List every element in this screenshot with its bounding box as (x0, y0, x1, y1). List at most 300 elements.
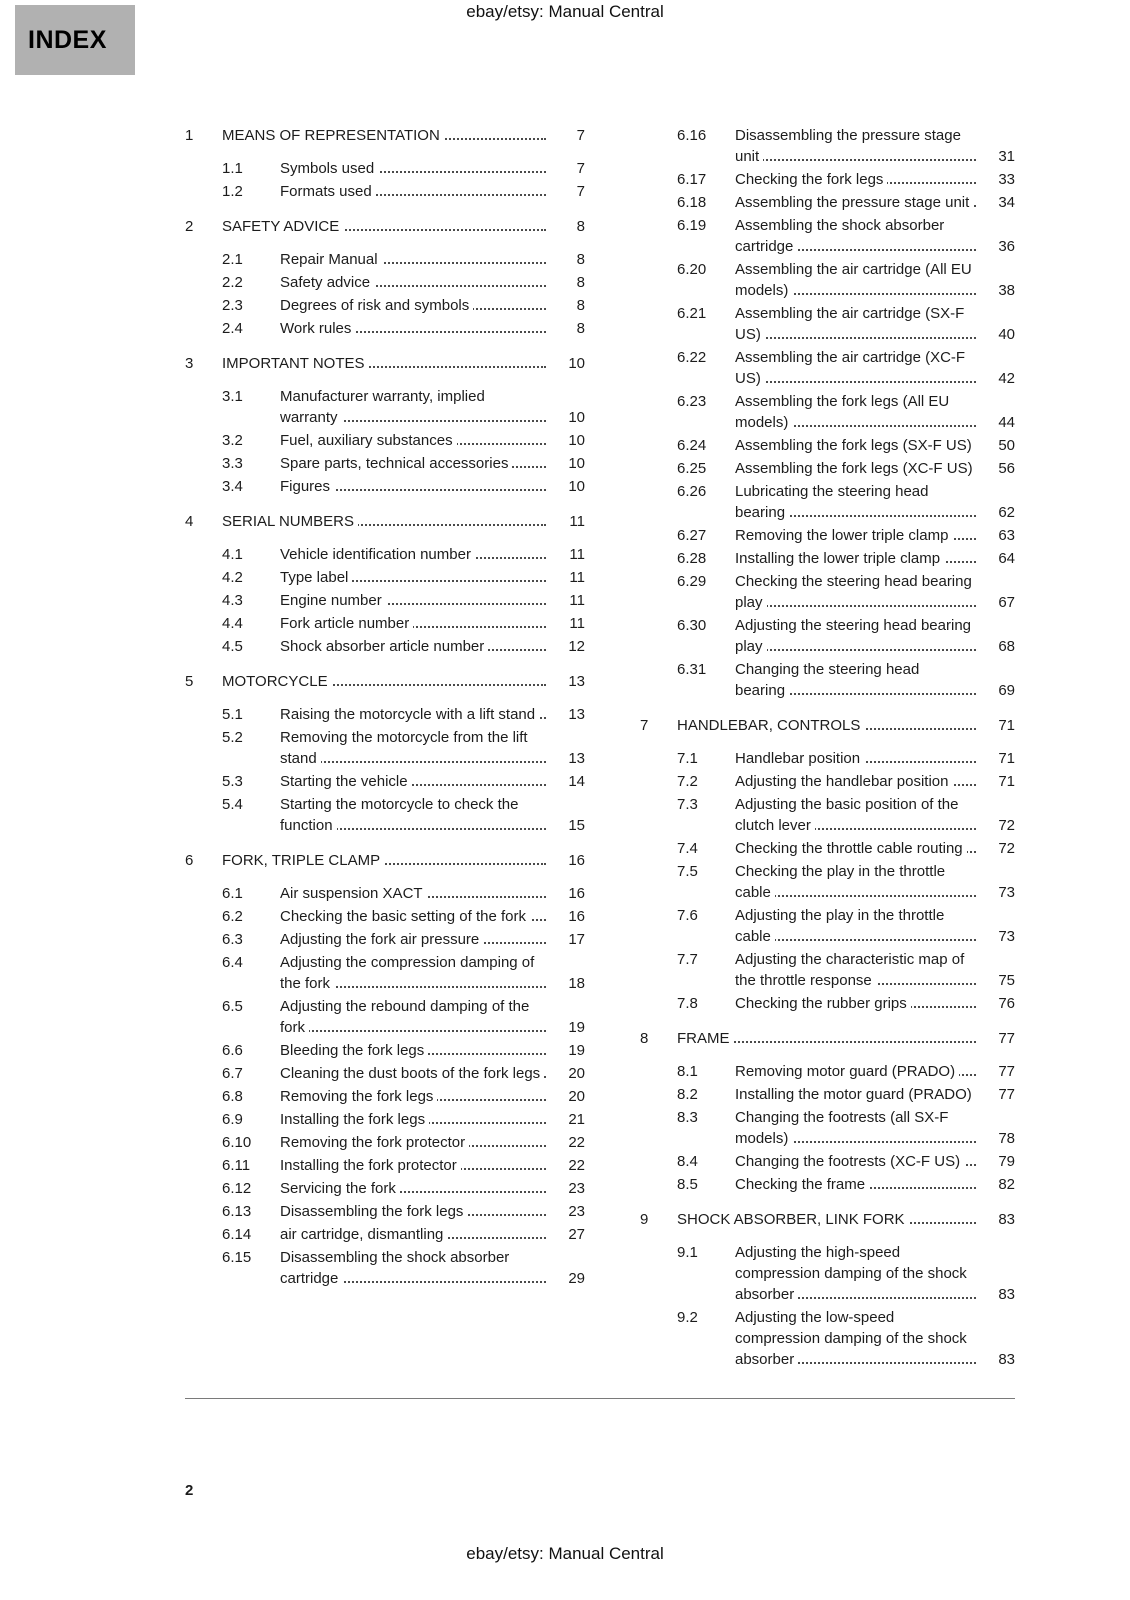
toc-entry (185, 476, 585, 497)
toc-entry-title (735, 861, 977, 903)
toc-entry-page: 8 (576, 320, 585, 337)
toc-entry-title (735, 435, 977, 456)
toc-entry-page: 18 (568, 975, 585, 992)
toc-entry-title (280, 704, 547, 725)
toc-entry-number: 6.29 (677, 573, 707, 590)
toc-entry-page: 12 (568, 638, 585, 655)
toc-entry-title (677, 1028, 977, 1049)
leader-dots (735, 381, 976, 383)
toc-entry-title-text: Degrees of risk and symbols (280, 297, 473, 314)
toc-entry-page: 23 (568, 1180, 585, 1197)
toc-entry-title-text: Starting the vehicle (280, 773, 412, 790)
toc-entry-title (735, 993, 977, 1014)
toc-entry-page: 83 (998, 1211, 1015, 1228)
toc-entry-title-text: Adjusting the rebound damping of the fork (280, 998, 530, 1036)
toc-entry (640, 303, 1015, 345)
toc-entry-page: 8 (576, 297, 585, 314)
toc-entry-title (222, 850, 547, 871)
toc-entry-page: 82 (998, 1176, 1015, 1193)
toc-entry-page: 67 (998, 594, 1015, 611)
toc-entry-page: 50 (998, 437, 1015, 454)
toc-entry-page: 83 (998, 1286, 1015, 1303)
toc-entry (185, 952, 585, 994)
toc-entry-number: 4.1 (222, 546, 243, 563)
toc-entry-number: 6.11 (222, 1157, 251, 1174)
toc-entry (640, 1151, 1015, 1172)
toc-entry-title-text: Removing the motorcycle from the lift stand (280, 729, 528, 767)
toc-entry-page: 8 (576, 218, 585, 235)
toc-entry-page: 14 (568, 773, 585, 790)
toc-entry-title (280, 1086, 547, 1107)
toc-entry (640, 481, 1015, 523)
toc-entry (185, 249, 585, 270)
toc-entry-number: 7 (640, 717, 649, 734)
toc-entry-page: 11 (569, 546, 585, 563)
toc-entry (640, 615, 1015, 657)
toc-entry-number: 6.4 (222, 954, 243, 971)
toc-entry-title-text: Installing the fork protector (280, 1157, 461, 1174)
toc-entry (185, 906, 585, 927)
toc-entry-title-text: Changing the footrests (all SX-F models) (735, 1109, 949, 1147)
toc-entry-number: 6.28 (677, 550, 707, 567)
toc-entry (640, 1174, 1015, 1195)
toc-entry-page: 21 (568, 1111, 585, 1128)
toc-entry-number: 6 (185, 852, 194, 869)
toc-entry-title (735, 838, 977, 859)
toc-entry-number: 9.2 (677, 1309, 698, 1326)
toc-entry-title (280, 1109, 547, 1130)
toc-entry-number: 2.1 (222, 251, 243, 268)
toc-entry-number: 6.20 (677, 261, 707, 278)
toc-entry-title-text: Handlebar position (735, 750, 864, 767)
toc-entry-page: 71 (998, 750, 1015, 767)
toc-entry-page: 11 (569, 592, 585, 609)
toc-entry (640, 347, 1015, 389)
toc-entry (185, 567, 585, 588)
toc-entry-title (280, 453, 547, 474)
toc-entry (185, 929, 585, 950)
toc-entry-number: 2.4 (222, 320, 243, 337)
toc-entry-number: 8.4 (677, 1153, 698, 1170)
toc-entry-title (280, 386, 547, 428)
toc-entry (640, 548, 1015, 569)
toc-entry (640, 949, 1015, 991)
toc-entry-number: 2 (185, 218, 194, 235)
toc-entry-title-text: Assembling the shock absorber cartridge (735, 217, 945, 255)
toc-entry-number: 6.30 (677, 617, 707, 634)
toc-entry-title-text: Adjusting the fork air pressure (280, 931, 483, 948)
toc-entry-title (735, 458, 977, 479)
toc-entry-page: 20 (568, 1088, 585, 1105)
toc-entry-page: 7 (576, 127, 585, 144)
toc-column-left (185, 125, 585, 1372)
toc-entry-page: 71 (998, 717, 1015, 734)
toc-entry-title-text: Installing the lower triple clamp (735, 550, 944, 567)
toc-entry-title-text: SHOCK ABSORBER, LINK FORK (677, 1211, 909, 1228)
toc-entry-number: 7.1 (677, 750, 698, 767)
toc-entry (185, 181, 585, 202)
toc-entry-page: 23 (568, 1203, 585, 1220)
toc-entry-number: 7.2 (677, 773, 698, 790)
toc-entry-page: 16 (568, 852, 585, 869)
toc-entry-title-text: Changing the footrests (XC-F US) (735, 1153, 964, 1170)
toc-entry-title-text: Formats used (280, 183, 376, 200)
toc-entry-title-text: Type label (280, 569, 352, 586)
toc-entry-title-text: Adjusting the low-speed compression damping of the shock absorber (735, 1309, 967, 1368)
toc-entry-title (280, 1224, 547, 1245)
toc-entry-title (677, 1209, 977, 1230)
toc-entry-title-text: Adjusting the steering head bearing play (735, 617, 972, 655)
toc-entry-title (280, 727, 547, 769)
toc-entry (185, 613, 585, 634)
toc-entry (185, 318, 585, 339)
toc-entry (640, 1028, 1015, 1049)
toc-entry (640, 715, 1015, 736)
toc-entry-number: 7.4 (677, 840, 698, 857)
toc-entry-page: 10 (568, 432, 585, 449)
toc-entry-title (280, 181, 547, 202)
toc-entry-number: 5.4 (222, 796, 243, 813)
toc-entry (185, 636, 585, 657)
toc-entry (185, 353, 585, 374)
toc-entry-number: 7.8 (677, 995, 698, 1012)
toc-entry-page: 83 (998, 1351, 1015, 1368)
toc-entry-title-text: Adjusting the basic position of the clutch lever (735, 796, 959, 834)
toc-entry-title-text: Disassembling the pressure stage unit (735, 127, 961, 165)
toc-entry-number: 2.2 (222, 274, 243, 291)
toc-entry-page: 31 (998, 148, 1015, 165)
toc-entry-title (280, 1155, 547, 1176)
toc-entry-page: 56 (998, 460, 1015, 477)
toc-entry-number: 6.2 (222, 908, 243, 925)
toc-entry (185, 1109, 585, 1130)
toc-entry-title (280, 476, 547, 497)
toc-entry-title (735, 1084, 977, 1105)
toc-entry-page: 10 (568, 478, 585, 495)
toc-entry-title (280, 906, 547, 927)
toc-entry-page: 13 (568, 706, 585, 723)
toc-entry-page: 27 (568, 1226, 585, 1243)
toc-entry-title-text: Installing the fork legs (280, 1111, 429, 1128)
toc-entry-title-text: Adjusting the play in the throttle cable (735, 907, 945, 945)
toc-entry-title-text: HANDLEBAR, CONTROLS (677, 717, 864, 734)
toc-entry-number: 8.5 (677, 1176, 698, 1193)
toc-entry-number: 8 (640, 1030, 649, 1047)
toc-entry-title (735, 571, 977, 613)
toc-entry-number: 6.21 (677, 305, 707, 322)
toc-entry (640, 771, 1015, 792)
toc-entry (185, 1132, 585, 1153)
toc-entry-title-text: Checking the frame (735, 1176, 869, 1193)
toc-entry-title (735, 615, 977, 657)
toc-entry-number: 6.23 (677, 393, 707, 410)
toc-entry (640, 659, 1015, 701)
toc-entry-title-text: SERIAL NUMBERS (222, 513, 358, 530)
toc-entry-title-text: Assembling the air cartridge (XC-F US) (735, 349, 966, 387)
toc-entry-title (280, 636, 547, 657)
toc-entry (640, 1209, 1015, 1230)
toc-entry-page: 78 (998, 1130, 1015, 1147)
toc-entry-page: 76 (998, 995, 1015, 1012)
toc-entry-title (280, 295, 547, 316)
toc-entry-title-text: Work rules (280, 320, 355, 337)
index-label: INDEX (28, 25, 107, 54)
toc-entry-number: 7.7 (677, 951, 698, 968)
toc-entry-title-text: Cleaning the dust boots of the fork legs (280, 1065, 544, 1082)
toc-entry-page: 11 (569, 615, 585, 632)
toc-entry-page: 20 (568, 1065, 585, 1082)
toc-entry (640, 1107, 1015, 1149)
toc-entry-number: 4 (185, 513, 194, 530)
toc-entry-number: 5.3 (222, 773, 243, 790)
toc-entry (185, 158, 585, 179)
toc-entry-title-text: Assembling the fork legs (SX-F US) (735, 437, 976, 454)
toc-entry-title (280, 272, 547, 293)
toc-entry-title (280, 1132, 547, 1153)
toc-entry-page: 22 (568, 1134, 585, 1151)
toc-entry-number: 6.3 (222, 931, 243, 948)
toc-entry (640, 1307, 1015, 1370)
leader-dots (280, 1030, 546, 1032)
toc-entry (185, 544, 585, 565)
toc-entry (185, 671, 585, 692)
toc-entry-page: 16 (568, 885, 585, 902)
toc-entry (185, 511, 585, 532)
toc-entry-page: 71 (998, 773, 1015, 790)
toc-entry-number: 7.3 (677, 796, 698, 813)
toc-entry (185, 453, 585, 474)
toc-content (185, 125, 1015, 1372)
toc-entry-page: 15 (568, 817, 585, 834)
page-header: ebay/etsy: Manual Central (466, 2, 664, 21)
toc-entry (640, 571, 1015, 613)
toc-entry-title-text: Checking the basic setting of the fork (280, 908, 530, 925)
toc-entry-title-text: Removing the lower triple clamp (735, 527, 952, 544)
toc-entry-number: 6.19 (677, 217, 707, 234)
toc-entry-number: 7.6 (677, 907, 698, 924)
toc-entry-number: 5.1 (222, 706, 243, 723)
toc-entry-number: 5.2 (222, 729, 243, 746)
toc-entry-number: 9 (640, 1211, 649, 1228)
toc-entry (185, 125, 585, 146)
toc-entry (185, 1247, 585, 1289)
toc-entry-page: 62 (998, 504, 1015, 521)
toc-entry-number: 3 (185, 355, 194, 372)
leader-dots (735, 605, 976, 607)
toc-entry-page: 34 (998, 194, 1015, 211)
toc-entry-number: 6.12 (222, 1180, 252, 1197)
toc-entry-number: 1 (185, 127, 194, 144)
toc-entry-title (280, 996, 547, 1038)
toc-entry (640, 1061, 1015, 1082)
toc-entry-number: 6.25 (677, 460, 707, 477)
toc-entry-title-text: Fork article number (280, 615, 413, 632)
toc-entry-title-text: Checking the fork legs (735, 171, 887, 188)
toc-entry-number: 6.10 (222, 1134, 252, 1151)
toc-entry-title-text: Removing the fork protector (280, 1134, 469, 1151)
toc-entry (185, 1155, 585, 1176)
toc-entry (640, 748, 1015, 769)
toc-entry-title-text: Checking the throttle cable routing (735, 840, 967, 857)
toc-entry-title (735, 169, 977, 190)
toc-entry-title-text: Installing the motor guard (PRADO) (735, 1086, 976, 1103)
toc-entry-title (280, 1178, 547, 1199)
toc-entry (185, 216, 585, 237)
toc-entry-number: 6.8 (222, 1088, 243, 1105)
toc-entry-page: 38 (998, 282, 1015, 299)
toc-entry-page: 10 (568, 409, 585, 426)
toc-entry-title (280, 929, 547, 950)
toc-entry-title (735, 525, 977, 546)
toc-entry-page: 75 (998, 972, 1015, 989)
toc-entry-title-text: Adjusting the high-speed compression damping of the shock absorber (735, 1244, 967, 1303)
toc-entry (640, 1242, 1015, 1305)
toc-entry-title (735, 215, 977, 257)
toc-entry-title (735, 1242, 977, 1305)
toc-entry-title (735, 481, 977, 523)
toc-entry-number: 3.4 (222, 478, 243, 495)
toc-entry-number: 4.2 (222, 569, 243, 586)
toc-entry (640, 1084, 1015, 1105)
toc-entry (185, 272, 585, 293)
toc-entry-title-text: Assembling the air cartridge (SX-F US) (735, 305, 965, 343)
toc-entry-page: 17 (568, 931, 585, 948)
toc-entry (640, 192, 1015, 213)
toc-entry-title-text: MOTORCYCLE (222, 673, 332, 690)
toc-entry-title-text: Air suspension XACT (280, 885, 427, 902)
toc-entry (185, 1063, 585, 1084)
toc-entry-page: 72 (998, 817, 1015, 834)
toc-entry-number: 6.15 (222, 1249, 252, 1266)
toc-entry-title (280, 883, 547, 904)
toc-entry-page: 7 (576, 183, 585, 200)
toc-entry-title (280, 613, 547, 634)
toc-entry-title (735, 1307, 977, 1370)
toc-entry-title-text: air cartridge, dismantling (280, 1226, 447, 1243)
toc-entry-page: 77 (998, 1030, 1015, 1047)
toc-entry-page: 79 (998, 1153, 1015, 1170)
toc-entry-title-text: Assembling the fork legs (XC-F US) (735, 460, 977, 477)
leader-dots (735, 337, 976, 339)
toc-entry-title (735, 1174, 977, 1195)
toc-entry-title-text: IMPORTANT NOTES (222, 355, 369, 372)
toc-entry-title-text: Checking the play in the throttle cable (735, 863, 946, 901)
toc-entry (640, 794, 1015, 836)
toc-entry-number: 3.3 (222, 455, 243, 472)
toc-entry-page: 19 (568, 1019, 585, 1036)
toc-entry (185, 883, 585, 904)
toc-entry-title (280, 952, 547, 994)
toc-entry (185, 1201, 585, 1222)
toc-entry-number: 6.1 (222, 885, 243, 902)
toc-entry-title (735, 1107, 977, 1149)
toc-entry (640, 215, 1015, 257)
toc-entry-page: 36 (998, 238, 1015, 255)
toc-entry-title (735, 303, 977, 345)
toc-entry (640, 169, 1015, 190)
toc-entry-number: 6.9 (222, 1111, 243, 1128)
toc-entry-title (735, 748, 977, 769)
toc-entry-number: 3.2 (222, 432, 243, 449)
toc-entry-number: 6.13 (222, 1203, 252, 1220)
toc-entry (640, 525, 1015, 546)
toc-entry-title-text: Vehicle identification number (280, 546, 475, 563)
toc-entry (640, 435, 1015, 456)
toc-entry (185, 771, 585, 792)
toc-entry-number: 5 (185, 673, 194, 690)
toc-entry-page: 69 (998, 682, 1015, 699)
toc-entry (640, 905, 1015, 947)
toc-entry-title (222, 671, 547, 692)
toc-entry-title (735, 949, 977, 991)
toc-entry-title-text: Repair Manual (280, 251, 382, 268)
toc-entry (185, 590, 585, 611)
toc-entry-number: 4.4 (222, 615, 243, 632)
toc-entry (185, 1224, 585, 1245)
toc-entry-title (735, 659, 977, 701)
toc-column-right (640, 125, 1015, 1372)
toc-entry-title-text: FRAME (677, 1030, 734, 1047)
toc-entry-number: 4.5 (222, 638, 243, 655)
toc-entry-page: 29 (568, 1270, 585, 1287)
toc-entry-title (735, 794, 977, 836)
toc-entry (640, 391, 1015, 433)
toc-entry (185, 386, 585, 428)
toc-entry-page: 19 (568, 1042, 585, 1059)
toc-entry-page: 8 (576, 251, 585, 268)
toc-entry-page: 77 (998, 1063, 1015, 1080)
toc-entry-title (222, 216, 547, 237)
toc-entry-number: 6.6 (222, 1042, 243, 1059)
toc-entry-page: 10 (568, 455, 585, 472)
toc-entry-title (280, 1247, 547, 1289)
toc-entry (185, 430, 585, 451)
toc-entry-page: 64 (998, 550, 1015, 567)
toc-entry-number: 6.14 (222, 1226, 252, 1243)
toc-entry-number: 3.1 (222, 388, 243, 405)
toc-entry-page: 7 (576, 160, 585, 177)
toc-entry-page: 13 (568, 750, 585, 767)
toc-entry-title (735, 905, 977, 947)
toc-entry-title (280, 590, 547, 611)
toc-entry-title (222, 353, 547, 374)
toc-entry-title (222, 125, 547, 146)
toc-entry-title-text: Disassembling the fork legs (280, 1203, 467, 1220)
toc-entry-title-text: MEANS OF REPRESENTATION (222, 127, 444, 144)
page-footer: ebay/etsy: Manual Central (466, 1544, 664, 1563)
toc-entry-title (735, 1151, 977, 1172)
toc-entry-number: 1.2 (222, 183, 243, 200)
toc-entry-title-text: Disassembling the shock absorber cartridge (280, 1249, 510, 1287)
toc-entry (185, 1040, 585, 1061)
toc-entry-title-text: Servicing the fork (280, 1180, 400, 1197)
toc-entry-title-text: Shock absorber article number (280, 638, 488, 655)
toc-entry-page: 13 (568, 673, 585, 690)
toc-entry-title-text: Assembling the pressure stage unit (735, 194, 973, 211)
toc-entry-title-text: Adjusting the compression damping of the fork (280, 954, 535, 992)
toc-entry-number: 6.22 (677, 349, 707, 366)
toc-entry-page: 72 (998, 840, 1015, 857)
toc-entry (185, 704, 585, 725)
toc-entry-title (735, 548, 977, 569)
toc-entry-number: 8.3 (677, 1109, 698, 1126)
toc-entry-title-text: Figures (280, 478, 334, 495)
toc-entry-title (677, 715, 977, 736)
toc-entry (640, 993, 1015, 1014)
toc-entry-title-text: Assembling the fork legs (All EU models) (735, 393, 950, 431)
index-label-box (15, 5, 135, 75)
toc-entry-title-text: Safety advice (280, 274, 374, 291)
